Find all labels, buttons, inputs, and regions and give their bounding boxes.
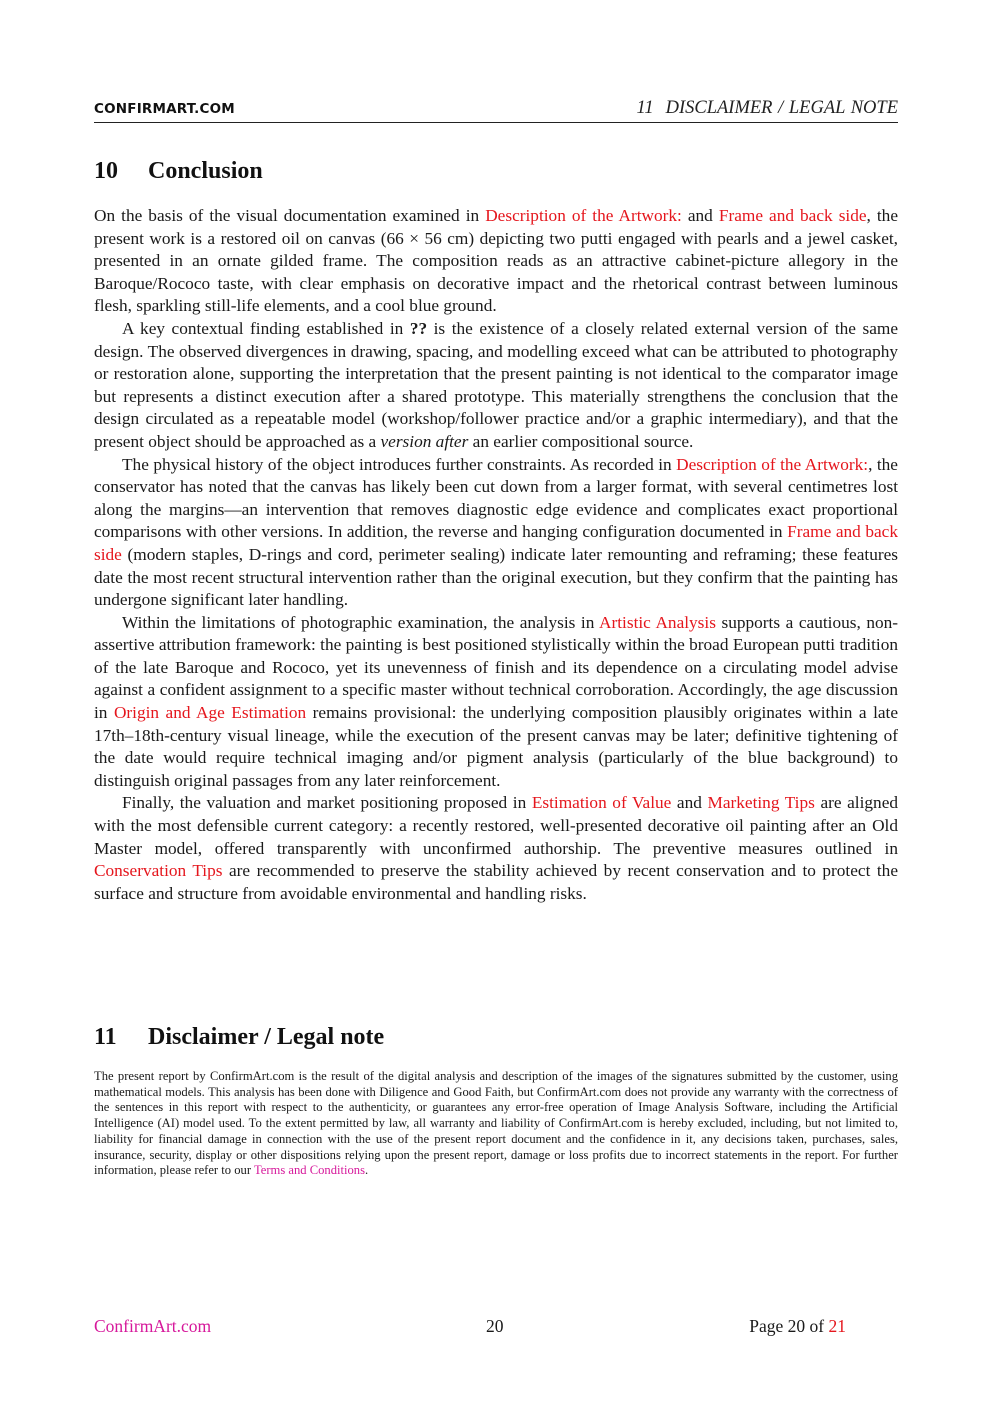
text-run: Finally, the valuation and market positioning proposed in	[122, 793, 532, 813]
text-run: The present report by ConfirmArt.com is the result of the digital analysis and description of the images of the signatures submitted by the customer, using mathematical models. This analysis has been done with Diligence and Good Faith, but ConfirmArt.com does not provide any warranty with the correctness of the sentences in this report with respect to the authenticity, or guarantees any error-free operation of Image Analysis Software, including the Artificial Intelligence (AI) model used. To the extent permitted by law, all warranty and liability of ConfirmArt.com is hereby excluded, including, but not limited to, liability for financial damage in connection with the use of the present report document and the confidence in it, any decisions taken, purchases, sales, insurance, security, display or other dispositions relying upon the present report, damage or loss profits due to incorrect statements in the report. For further information, please refer to our	[94, 1069, 898, 1178]
emphasis: version after	[380, 431, 469, 451]
text-run: .	[365, 1163, 369, 1178]
text-run: are aligned with the most defensible current category: a recently restored, well-presented decorative oil painting after an Old Master model, offered transparently with unconfirmed authorship. The preventive measures outlined in	[94, 793, 899, 858]
footer-site-link[interactable]: ConfirmArt.com	[94, 1316, 212, 1336]
page-footer	[94, 1316, 898, 1340]
ref-link-conservation-tips[interactable]: Conservation Tips	[94, 861, 223, 881]
footer-page-of	[749, 1316, 846, 1337]
paragraph	[94, 205, 898, 318]
section-heading-disclaimer	[94, 1024, 384, 1051]
page-header	[94, 98, 898, 123]
section-number: 11	[94, 1024, 117, 1050]
ref-link-description-artwork[interactable]: Description of the Artwork:	[485, 206, 682, 225]
section-title: Conclusion	[148, 158, 263, 184]
ref-link-estimation-value[interactable]: Estimation of Value	[531, 793, 672, 813]
text-run: On the basis of the visual documentation examined in	[94, 206, 486, 225]
disclaimer-text	[94, 1069, 898, 1179]
ref-link-origin-age[interactable]: Origin and Age Estimation	[113, 703, 307, 723]
text-run: Within the limitations of photographic examination, the analysis in	[122, 612, 599, 632]
ref-link-artistic-analysis[interactable]: Artistic Analysis	[599, 612, 716, 632]
text-run: an earlier compositional source.	[468, 431, 694, 451]
ref-link-marketing-tips[interactable]: Marketing Tips	[707, 793, 815, 813]
text-run: The physical history of the object introduces further constraints. As recorded in	[122, 454, 677, 474]
section-heading-conclusion	[94, 158, 263, 185]
ref-link-frame-back-side[interactable]: Frame and back side	[94, 522, 898, 564]
paragraph	[94, 454, 898, 612]
section-number: 10	[94, 158, 118, 184]
section-title: Disclaimer / Legal note	[148, 1024, 385, 1050]
text-run: , the conservator has noted that the canvas has likely been cut down from a larger format, with several centimetres lost along the margins—an intervention that removes diagnostic edge evidence and complicates exact proportional comparisons with other versions. In addition, the reverse and hanging configuration documented in	[94, 454, 898, 542]
text-run: A key contextual finding established in	[122, 318, 410, 338]
text-run: (modern staples, D-rings and cord, perimeter sealing) indicate later remounting and reframing; these features date the most recent structural intervention rather than the original execution, but they confirm that the painting has undergone significant later handling.	[94, 544, 898, 610]
confirmart-logo[interactable]: CONFIRMART.COM	[94, 101, 235, 117]
paragraph	[94, 612, 898, 793]
text-run: remains provisional: the underlying composition plausibly originates within a late 17th–18th-century visual lineage, while the execution of the present canvas may be later; definitive tightening of the date would require technical imaging and/or pigment analysis (particularly of the blue background) to distinguish original passages from any later reinforcement.	[94, 703, 899, 790]
footer-page-number: 20	[486, 1316, 504, 1336]
total-pages-link[interactable]: 21	[828, 1316, 846, 1336]
running-head-title: DISCLAIMER / LEGAL NOTE	[665, 98, 898, 118]
terms-link[interactable]: Terms and Conditions	[253, 1163, 365, 1178]
paragraph	[94, 318, 898, 454]
text-run: is the existence of a closely related external version of the same design. The observed divergences in drawing, spacing, and modelling exceed what can be attributed to photography or restoration alone, supporting the interpretation that the present painting is not identical to the comparator image but represents a distinct execution after a shared prototype. This materially strengthens the conclusion that the design circulated as a repeatable model (workshop/follower practice and/or a graphic intermediary), and that the present object should be approached as a	[94, 318, 898, 451]
text-run: and	[671, 793, 708, 813]
text-run: are recommended to preserve the stability achieved by recent conservation and to protect the surface and structure from avoidable environmental and handling risks.	[94, 861, 898, 903]
text-run: supports a cautious, non-assertive attribution framework: the painting is best positioned stylistically within the broad European putti tradition of the late Baroque and Rococo, yet its unevenness of finish and its dependence on a circulating model advise against a confident assignment to a specific master without technical corroboration. Accordingly, the age discussion in	[94, 612, 899, 723]
running-head	[636, 98, 898, 119]
text-run: , the present work is a restored oil on canvas (66 × 56 cm) depicting two putti engaged with pearls and a jewel casket, presented in an ornate gilded frame. The composition reads as an attractive cabinet-picture allegory in the Baroque/Rococo taste, with clear emphasis on decorative impact and the rhetorical contrast between luminous flesh, sparkling still-life elements, and a cool blue ground.	[94, 206, 898, 316]
paragraph	[94, 792, 898, 905]
page-label: Page 20 of	[749, 1316, 829, 1336]
ref-link-frame-back-side[interactable]: Frame and back side	[718, 206, 867, 225]
conclusion-body	[94, 205, 898, 905]
ref-link-description-artwork[interactable]: Description of the Artwork:	[676, 454, 869, 474]
missing-reference: ??	[409, 318, 428, 338]
running-head-number: 11	[636, 98, 654, 118]
text-run: and	[681, 206, 719, 225]
